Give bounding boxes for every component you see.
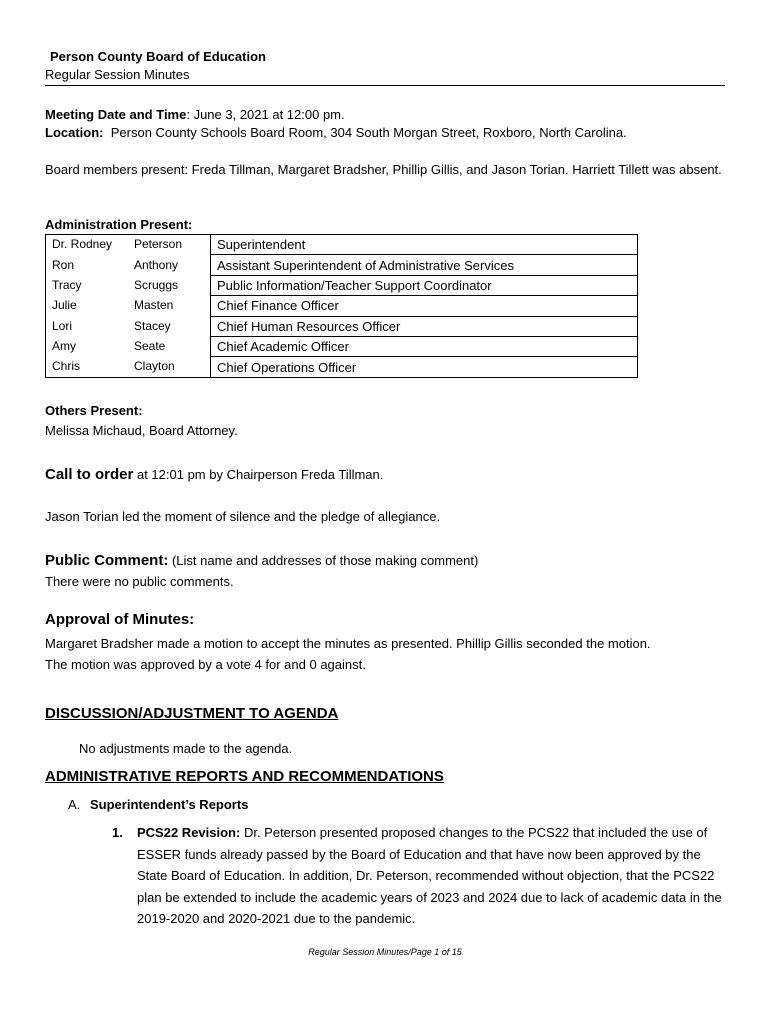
call-to-order-text: at 12:01 pm by Chairperson Freda Tillman.	[133, 467, 384, 482]
pcs22-revision-item	[112, 822, 724, 930]
admin-title: Chief Human Resources Officer	[211, 316, 638, 336]
others-text: Melissa Michaud, Board Attorney.	[45, 423, 238, 438]
administration-table	[45, 234, 638, 378]
discussion-text: No adjustments made to the agenda.	[79, 741, 293, 756]
admin-row	[46, 255, 638, 275]
admin-row	[46, 275, 638, 295]
meeting-location-label: Location:	[45, 125, 104, 140]
item-body	[137, 822, 724, 930]
call-to-order-line	[45, 466, 383, 483]
public-comment-line	[45, 552, 478, 569]
section-title: Superintendent’s Reports	[90, 797, 249, 812]
admin-title: Public Information/Teacher Support Coordinator	[211, 275, 638, 295]
admin-first-name: Julie	[52, 298, 77, 313]
discussion-heading: DISCUSSION/ADJUSTMENT TO AGENDA	[45, 705, 339, 722]
reports-heading: ADMINISTRATIVE REPORTS AND RECOMMENDATIONS	[45, 768, 444, 785]
admin-row	[46, 336, 638, 356]
board-members-present: Board members present: Freda Tillman, Margaret Bradsher, Phillip Gillis, and Jason Torian. Harriett Tillett was absent.	[45, 162, 722, 177]
section-letter: A.	[68, 797, 81, 812]
admin-first-name: Dr. Rodney	[52, 237, 113, 252]
admin-last-name: Peterson	[134, 237, 183, 252]
call-to-order-heading: Call to order	[45, 466, 134, 483]
public-comment-text: There were no public comments.	[45, 574, 234, 589]
document-subtitle: Regular Session Minutes	[45, 67, 190, 82]
meeting-location-value: Person County Schools Board Room, 304 South Morgan Street, Roxboro, North Carolina.	[110, 125, 627, 140]
admin-last-name: Seate	[134, 339, 166, 354]
approval-heading: Approval of Minutes:	[45, 611, 195, 628]
admin-title: Chief Finance Officer	[211, 296, 638, 316]
meeting-date-label: Meeting Date and Time	[45, 107, 187, 122]
admin-first-name: Lori	[52, 318, 73, 333]
meeting-date-line	[45, 106, 345, 123]
item-number: 1.	[112, 825, 123, 840]
document-title: Person County Board of Education	[50, 49, 266, 64]
meeting-location-line	[45, 124, 627, 141]
admin-row	[46, 235, 638, 255]
public-comment-heading: Public Comment:	[45, 552, 169, 569]
admin-row	[46, 357, 638, 377]
superintendent-reports-item	[68, 797, 248, 812]
item-text: Dr. Peterson presented proposed changes to the PCS22 that included the use of ESSER funds already passed by the Board of Education and that have now been approved by the State Board of Education. In addition, Dr. Peterson, recommended without objection, that the PCS22 plan be extended to include the academic years of 2023 and 2024 due to lack of academic data in the 2019-2020 and 2020-2021 due to the pandemic.	[137, 825, 722, 926]
admin-title: Chief Operations Officer	[211, 357, 638, 377]
admin-title: Chief Academic Officer	[211, 336, 638, 356]
admin-first-name: Tracy	[52, 277, 82, 292]
others-heading: Others Present:	[45, 403, 143, 418]
approval-line-1: Margaret Bradsher made a motion to accept the minutes as presented. Phillip Gillis seconded the motion.	[45, 636, 651, 651]
admin-first-name: Chris	[52, 359, 81, 374]
pledge-text: Jason Torian led the moment of silence and the pledge of allegiance.	[45, 509, 441, 524]
admin-last-name: Anthony	[134, 257, 179, 272]
admin-title: Assistant Superintendent of Administrative Services	[211, 255, 638, 275]
approval-line-2: The motion was approved by a vote 4 for and 0 against.	[45, 657, 366, 672]
administration-heading: Administration Present:	[45, 217, 193, 232]
header-divider	[45, 85, 725, 86]
admin-row	[46, 296, 638, 316]
admin-last-name: Clayton	[134, 359, 175, 374]
admin-title: Superintendent	[211, 235, 638, 255]
admin-last-name: Masten	[134, 298, 174, 313]
admin-last-name: Stacey	[134, 318, 171, 333]
admin-row	[46, 316, 638, 336]
public-comment-note: (List name and addresses of those making comment)	[168, 553, 479, 568]
meeting-date-value: : June 3, 2021 at 12:00 pm.	[186, 107, 345, 122]
page-footer: Regular Session Minutes/Page 1 of 15	[308, 947, 462, 957]
admin-last-name: Scruggs	[134, 277, 179, 292]
admin-first-name: Amy	[52, 339, 76, 354]
admin-first-name: Ron	[52, 257, 75, 272]
item-title: PCS22 Revision:	[137, 825, 241, 840]
